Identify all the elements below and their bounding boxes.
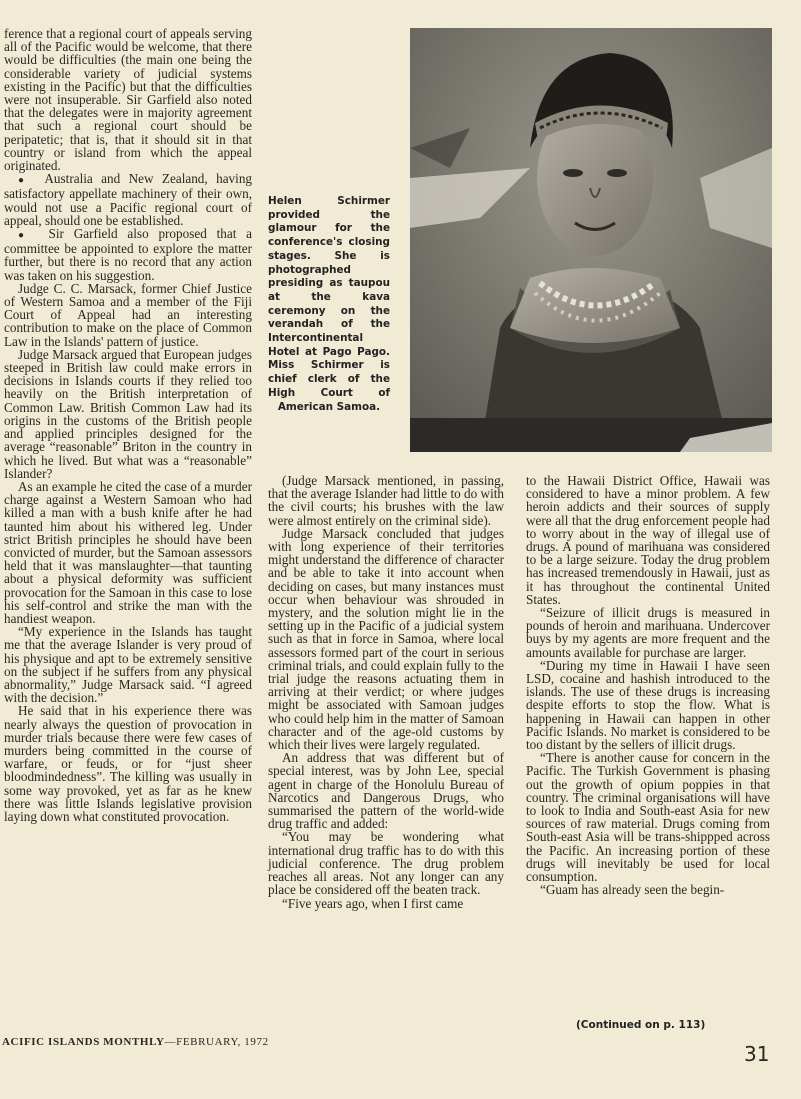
paragraph: “Guam has already seen the begin- (540, 882, 725, 898)
paragraph: As an example he cited the case of a murder charge against a Western Samoan who had killed a man with a bush knife after he had taunted him about his withered leg. Under strict British principles he should have been convicted of murder, but the Samoan assessors held that it was manslaughter—that taunting about a physical deformity was sufficient provocation for the Samoan in this case to lose his self-control and strike the man with the handiest weapon. (4, 478, 252, 626)
paragraph: Judge Marsack concluded that judges with long experience of their territories might understand the difference of character and be able to take it into account when deciding on cases, but many instances must occur when behaviour was shrouded in mystery, and the solution might lie in the setting up in the Pacific of a judicial system such as that in force in Samoa, where local assessors formed part of the court in serious criminal trials, and could explain fully to the trial judge the reasons actuating them in arriving at their verdict; or where judges might be associated with Samoan judges who could help him in the matter of Samoan character and of the age-old customs by which their lives were largely regulated. (268, 525, 504, 753)
paragraph: ● Australia and New Zealand, having satisfactory appellate machinery of their own, would not use a Pacific regional court of appeal, should one be established. (4, 172, 252, 227)
paragraph: ● Sir Garfield also proposed that a committee be appointed to explore the matter further, but there is no record that any action was taken on his suggestion. (4, 227, 252, 282)
paragraph: “You may be wondering what international drug traffic has to do with this judicial conference. The drug problem reaches all areas. Not any longer can any place be considered off the beaten track. (268, 829, 504, 898)
continued-note: (Continued on p. 113) (576, 1019, 706, 1031)
paragraph: to the Hawaii District Office, Hawaii was considered to have a minor problem. A few heroin addicts and their sources of supply were all that the drug enforcement people had to worry about in the way of illegal use of drugs. A pound of marihuana was considered to be a large seizure. Today the drug problem has increased tremendously in Hawaii, just as it has throughout the continental United States. (526, 473, 770, 607)
paragraph: Judge C. C. Marsack, former Chief Justice of Western Samoa and a member of the Fiji Court of Appeal had an interesting contribution to make on the place of Common Law in the Islands' pattern of justice. (4, 280, 252, 349)
paragraph: “Seizure of illicit drugs is measured in pounds of heroin and marihuana. Undercover buys by my agents are more frequent and the amounts available for purchase are larger. (526, 605, 770, 660)
paragraph: “There is another cause for concern in the Pacific. The Turkish Government is phasing out the growth of opium poppies in that country. The criminal organisations will have to look to India and South-east Asia for new sources of raw material. Drugs coming from South-east Asia will be trans-shippped across the Pacific. An increasing portion of these drugs will inevitably be used for local consumption. (526, 750, 770, 885)
page-number: 31 (744, 1042, 770, 1066)
article-column-2 (268, 474, 504, 910)
paragraph: “Five years ago, when I first came (282, 895, 464, 911)
article-column-1 (4, 27, 252, 823)
paragraph: (Judge Marsack mentioned, in passing, that the average Islander had little to do with the civil courts; his brushes with the law were almost entirely on the criminal side). (268, 473, 504, 528)
portrait-photo-image (410, 28, 772, 452)
paragraph: “My experience in the Islands has taught me that the average Islander is very proud of his physique and apt to be extremely sensitive on the subject if he suffers from any physical abnormality,” Judge Marsack said. “I agreed with the decision.” (4, 624, 252, 706)
paragraph: ference that a regional court of appeals serving all of the Pacific would be welcome, that there would be difficulties (the main one being the considerable variety of judicial systems existing in the Pacific) but that the difficulties were not insuperable. Sir Garfield also noted that the delegates were in majority agreement that such a regional court should be peripatetic; that is, that it should sit in that country or island from which the appeal originated. (4, 26, 252, 174)
photo-caption: Helen Schirmer provided the glamour for the conference's closing stages. She is photographed presiding as taupou at the kava ceremony on the verandah of the Intercontinental Hotel at Pago Pago. Miss Schirmer is chief clerk of the High Court of American Samoa. (268, 195, 390, 413)
issue-date: —FEBRUARY, 1972 (164, 1036, 269, 1048)
paragraph: Judge Marsack argued that European judges steeped in British law could make errors in decisions in Islands courts if they relied too heavily on the British interpretation of Common Law. British Common Law had its origins in the customs of the British people and applied principles designed for the average “reasonable” Briton in the country in which he lived. But what was a “reasonable” Islander? (4, 346, 252, 481)
page-footer (2, 1036, 269, 1048)
publication-name: ACIFIC ISLANDS MONTHLY (2, 1036, 165, 1048)
portrait-photo (410, 28, 772, 452)
article-column-3 (526, 474, 770, 897)
paragraph: He said that in his experience there was nearly always the question of provocation in murder trials because there were few cases of murders being committed in the course of warfare, or feuds, or for “just sheer bloodmindedness”. The killing was usually in some way provoked, yet as far as he knew there was little Islands legislative provision laying down what constituted provocation. (4, 703, 252, 824)
paragraph: “During my time in Hawaii I have seen LSD, cocaine and hashish introduced to the islands. The use of these drugs is increasing despite efforts to stop the flow. What is happening in Hawaii can happen in other Pacific Islands. No market is considered to be too distant by the sellers of illicit drugs. (526, 657, 770, 753)
paragraph: An address that was different but of special interest, was by John Lee, special agent in charge of the Honolulu Bureau of Narcotics and Dangerous Drugs, who summarised the pattern of the world-wide drug traffic and added: (268, 750, 504, 832)
